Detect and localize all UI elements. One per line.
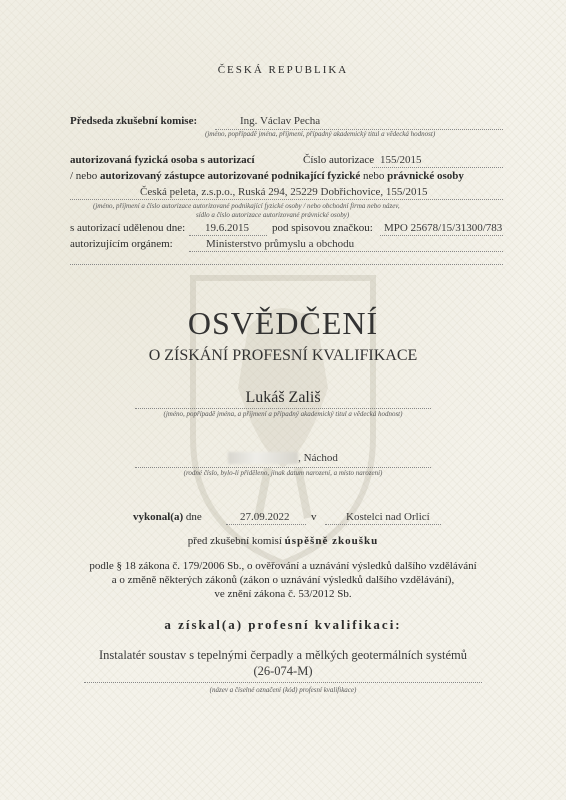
birth-note: (rodné číslo, bylo-li přiděleno, jinak datum narození, a místo narození) [183, 469, 383, 477]
holder-name: Lukáš Zališ [245, 389, 321, 406]
org-note-2: sídlo a číslo autorizace autorizované právnické osoby) [196, 211, 350, 219]
or-prefix: / nebo [70, 170, 98, 182]
file-label: pod spisovou značkou: [272, 222, 373, 234]
authorized-person-label: autorizovaná fyzická osoba s autorizací [70, 154, 255, 166]
certificate-subtitle: O ZÍSKÁNÍ PROFESNÍ KVALIFIKACE [148, 347, 418, 364]
org-note-1: (jméno, příjmení a číslo autorizace autorizované podnikající fyzické osoby / nebo obchodní firma nebo název, [93, 202, 400, 210]
law-line-1: podle § 18 zákona č. 179/2006 Sb., o ověřování a uznávání výsledků dalšího vzdělávání [89, 560, 477, 572]
holder-note: (jméno, popřípadě jména, a příjmení a případný akademický titul a vědecká hodnost) [163, 410, 403, 418]
organization: Česká peleta, z.s.p.o., Ruská 294, 25229 Dobřichovice, 155/2015 [140, 186, 428, 198]
country-header: ČESKÁ REPUBLIKA [217, 64, 349, 76]
performed-label: vykonal(a) [133, 511, 184, 523]
exam-place: Kostelci nad Orlicí [346, 511, 430, 523]
qualification-code: (26-074-M) [253, 664, 313, 678]
qualification-name: Instalatér soustav s tepelnými čerpadly a mělkých geotermálních systémů [99, 648, 467, 662]
acquired-label: a získal(a) profesní kvalifikaci: [164, 617, 402, 632]
auth-number-label: Číslo autorizace [303, 154, 375, 166]
or-label-end: právnické osoby [387, 170, 464, 182]
chair-label: Předseda zkušební komise: [70, 115, 198, 127]
redacted-birth-number [228, 452, 298, 464]
before-committee-label: před zkušební komisí [187, 535, 282, 547]
birth-place: , Náchod [298, 452, 338, 464]
granted-date: 19.6.2015 [205, 222, 249, 234]
auth-number: 155/2015 [380, 154, 422, 166]
law-line-2: a o změně některých zákonů (zákon o uznávání výsledků dalšího vzdělávání), [111, 574, 455, 586]
qualification-note: (název a číselné označení (kód) profesní kvalifikace) [209, 686, 357, 694]
law-line-3: ve znění zákona č. 53/2012 Sb. [214, 588, 352, 600]
chair-name: Ing. Václav Pecha [240, 115, 321, 127]
or-label-bold: autorizovaný zástupce autorizované podnikající fyzické [99, 170, 361, 182]
chair-note: (jméno, popřípadě jména, příjmení, případný akademický titul a vědecká hodnost) [205, 130, 436, 138]
exam-date: 27.09.2022 [240, 511, 290, 523]
certificate-title: OSVĚDČENÍ [187, 305, 379, 341]
authority-label: autorizujícím orgánem: [70, 238, 173, 250]
authority: Ministerstvo průmyslu a obchodu [206, 238, 355, 250]
or-label-mid: nebo [363, 170, 385, 182]
file-number: MPO 25678/15/31300/783 [384, 222, 503, 234]
success-label: úspěšně zkoušku [284, 535, 379, 547]
performed-day-label: dne [185, 511, 202, 523]
in-label: v [311, 511, 317, 523]
granted-label: s autorizací udělenou dne: [70, 222, 186, 234]
